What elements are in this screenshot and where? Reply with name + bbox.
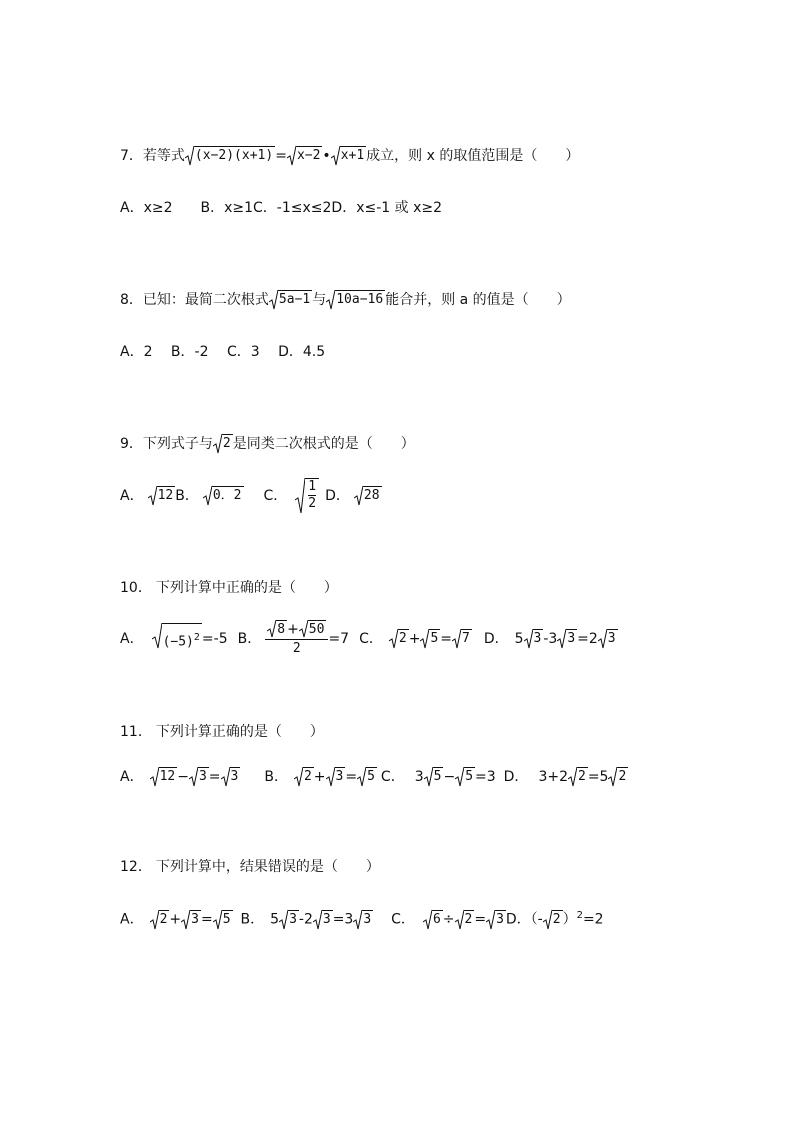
radicand: 10a−16 xyxy=(335,290,385,310)
question-12-options xyxy=(120,905,604,931)
sqrt-expression xyxy=(189,767,209,787)
sqrt-expression xyxy=(524,629,544,649)
option-a-label: A． xyxy=(120,911,144,928)
result: =-5 xyxy=(201,631,228,647)
option-a-label: A． xyxy=(120,769,144,785)
radicand: 5 xyxy=(429,629,440,649)
radicand: 2 xyxy=(303,767,314,787)
radicand: 3 xyxy=(533,629,544,649)
operator: − xyxy=(177,769,189,785)
option-a-label: A． xyxy=(120,631,144,647)
sqrt-expression xyxy=(354,486,382,506)
radicand: 3 xyxy=(566,629,577,649)
radical-sign-icon xyxy=(455,910,464,930)
option-d-label: D． xyxy=(325,488,350,504)
sqrt-expression xyxy=(150,910,170,930)
radical-sign-icon xyxy=(455,767,464,787)
radical-sign-icon xyxy=(357,767,366,787)
sqrt-expression xyxy=(452,629,472,649)
radicand: 2 xyxy=(159,910,170,930)
equals-sign: = xyxy=(200,911,213,928)
option-c-label: C． xyxy=(380,769,405,785)
question-11-options xyxy=(120,766,628,788)
radicand: 3 xyxy=(190,910,201,930)
question-8-options: A．2 B．-2 C．3 D．4.5 xyxy=(120,344,326,360)
sqrt-expression xyxy=(313,910,333,930)
option-c-label: C． xyxy=(359,631,383,647)
equals-sign: = xyxy=(275,148,287,164)
question-11-stem xyxy=(120,721,324,743)
sqrt-expression xyxy=(269,290,312,310)
radicand: 2 xyxy=(552,910,563,930)
radical-sign-icon xyxy=(331,146,340,166)
sqrt-expression xyxy=(148,486,176,506)
fraction xyxy=(265,620,328,658)
radicand: 5 xyxy=(433,767,444,787)
sqrt-expression xyxy=(294,767,314,787)
radical-sign-icon xyxy=(389,629,398,649)
question-7-stem xyxy=(120,145,579,167)
equals-sign: =2 xyxy=(577,631,598,647)
radical-sign-icon xyxy=(524,629,533,649)
exponent: 2 xyxy=(193,632,200,644)
radicand: 5a−1 xyxy=(278,290,312,310)
question-number: 12． xyxy=(120,859,152,875)
radical-sign-icon xyxy=(221,767,230,787)
radical-sign-icon xyxy=(354,486,363,506)
plus-sign: + xyxy=(408,631,421,647)
radical-sign-icon xyxy=(299,620,308,638)
sqrt-expression xyxy=(326,767,346,787)
sqrt-expression xyxy=(557,629,577,649)
question-7-options: A．x≥2 B．x≥1C．-1≤x≤2D．x≤-1 或 x≥2 xyxy=(120,200,442,216)
radicand: 3 xyxy=(230,767,241,787)
radical-sign-icon xyxy=(326,290,335,310)
radical-sign-icon xyxy=(420,629,429,649)
radical-sign-icon xyxy=(295,478,305,514)
question-9-stem xyxy=(120,433,415,455)
radical-sign-icon xyxy=(213,434,222,454)
radicand: (x−2)(x+1) xyxy=(194,146,275,166)
radicand: 5 xyxy=(464,767,475,787)
sqrt-expression xyxy=(389,629,409,649)
option-b-label: B． xyxy=(237,631,262,647)
radicand: 2 xyxy=(398,629,409,649)
radical-sign-icon xyxy=(353,910,362,930)
sqrt-expression xyxy=(267,620,287,639)
operator: -3 xyxy=(543,631,558,647)
option-b-label: B． xyxy=(240,911,265,928)
option-b-label: B． xyxy=(264,769,288,785)
radical-sign-icon xyxy=(294,767,303,787)
coefficient: 5 xyxy=(270,911,280,928)
sqrt-expression xyxy=(185,146,275,166)
stem-text: 能合并，则 a 的值是（ ） xyxy=(385,292,571,308)
sqrt-expression xyxy=(598,629,618,649)
question-10-options xyxy=(120,619,618,659)
question-10-stem xyxy=(120,577,338,599)
sqrt-expression xyxy=(424,767,444,787)
question-number: 8． xyxy=(120,292,143,308)
sqrt-expression xyxy=(213,910,233,930)
stem-text: 下列计算正确的是（ ） xyxy=(155,724,324,740)
radicand: 2 xyxy=(577,767,588,787)
result: =7 xyxy=(328,631,350,647)
option-d-label: D． xyxy=(503,769,529,785)
stem-text: 成立，则 x 的取值范围是（ ） xyxy=(366,148,580,164)
fraction-numerator: 1 xyxy=(308,479,317,494)
radical-sign-icon xyxy=(287,146,296,166)
radicand: 12 xyxy=(157,486,176,506)
operator: + xyxy=(169,911,182,928)
close-paren: ） xyxy=(562,911,577,928)
option-d-label: D． xyxy=(483,631,509,647)
radicand: 12 xyxy=(159,767,178,787)
radicand: 0．2 xyxy=(212,486,244,506)
stem-text: 下列式子与 xyxy=(142,436,213,452)
stem-text: 是同类二次根式的是（ ） xyxy=(232,436,415,452)
result: =2 xyxy=(582,911,604,928)
radical-sign-icon xyxy=(279,910,288,930)
sqrt-expression xyxy=(279,910,299,930)
sqrt-expression xyxy=(150,767,178,787)
question-12-stem xyxy=(120,856,380,878)
radical-sign-icon xyxy=(608,767,617,787)
multiply-dot: • xyxy=(322,148,331,164)
sqrt-expression xyxy=(299,620,327,639)
sqrt-expression xyxy=(353,910,373,930)
sqrt-expression xyxy=(423,910,443,930)
sqrt-expression xyxy=(608,767,628,787)
stem-text: 下列计算中正确的是（ ） xyxy=(155,580,338,596)
sqrt-expression xyxy=(287,146,322,166)
radicand: 7 xyxy=(461,629,472,649)
sqrt-expression xyxy=(455,910,475,930)
sqrt-expression xyxy=(213,434,233,454)
sqrt-expression xyxy=(568,767,588,787)
operator: + xyxy=(313,769,326,785)
question-8-stem xyxy=(120,289,571,311)
radical-sign-icon xyxy=(423,910,432,930)
equals-sign: =3 xyxy=(332,911,354,928)
stem-text: 与 xyxy=(312,292,327,308)
radical-sign-icon xyxy=(598,629,607,649)
stem-text: 下列计算中，结果错误的是（ ） xyxy=(155,859,380,875)
radical-sign-icon xyxy=(557,629,566,649)
radicand: x+1 xyxy=(340,146,366,166)
plus-sign: + xyxy=(287,621,299,638)
radicand: 3 xyxy=(198,767,209,787)
radicand: 3 xyxy=(322,910,333,930)
equals-sign: = xyxy=(440,631,452,647)
radical-sign-icon xyxy=(568,767,577,787)
radical-sign-icon xyxy=(152,623,162,649)
radicand: 50 xyxy=(308,622,325,637)
radicand: 2 xyxy=(617,767,628,787)
radicand: 5 xyxy=(222,910,233,930)
operator: -2 xyxy=(298,911,313,928)
open-paren: （- xyxy=(530,911,543,928)
option-c-label: C． xyxy=(263,488,288,504)
radical-sign-icon xyxy=(181,910,190,930)
sqrt-expression xyxy=(543,910,563,930)
sqrt-expression xyxy=(331,146,366,166)
radicand: 3 xyxy=(607,629,618,649)
radicand: 28 xyxy=(363,486,382,506)
radical-sign-icon xyxy=(543,910,552,930)
equals-sign: =5 xyxy=(587,769,609,785)
coefficient: 3+2 xyxy=(538,769,568,785)
radicand: 3 xyxy=(335,767,346,787)
radicand: 3 xyxy=(362,910,373,930)
stem-text: 已知：最简二次根式 xyxy=(142,292,269,308)
option-a-label: A． xyxy=(120,488,144,504)
equals-sign: = xyxy=(208,769,221,785)
sqrt-expression xyxy=(420,629,440,649)
radical-sign-icon xyxy=(189,767,198,787)
equals-sign: =3 xyxy=(475,769,496,785)
fraction-denominator: 2 xyxy=(308,496,317,511)
radical-sign-icon xyxy=(150,767,159,787)
radical-sign-icon xyxy=(313,910,322,930)
radical-sign-icon xyxy=(185,146,194,166)
radical-sign-icon xyxy=(269,290,278,310)
sqrt-expression xyxy=(181,910,201,930)
question-number: 10． xyxy=(120,580,152,596)
operator: − xyxy=(443,769,456,785)
sqrt-expression xyxy=(357,767,377,787)
equals-sign: = xyxy=(345,769,358,785)
exponent: 2 xyxy=(576,910,583,921)
radical-sign-icon xyxy=(486,910,495,930)
radicand: x−2 xyxy=(296,146,322,166)
sqrt-expression xyxy=(152,623,202,654)
radical-sign-icon xyxy=(326,767,335,787)
radical-sign-icon xyxy=(148,486,157,506)
coefficient: 3 xyxy=(414,769,424,785)
radicand: 3 xyxy=(288,910,299,930)
question-number: 9． xyxy=(120,436,143,452)
radical-sign-icon xyxy=(424,767,433,787)
fraction-denominator: 2 xyxy=(292,641,301,656)
radicand: 8 xyxy=(277,622,286,637)
option-b-label: B． xyxy=(175,488,199,504)
stem-text: 若等式 xyxy=(142,148,185,164)
sqrt-expression xyxy=(203,486,244,506)
sqrt-fraction xyxy=(295,478,319,514)
radical-sign-icon xyxy=(452,629,461,649)
operator: ÷ xyxy=(442,911,455,928)
radicand: 2 xyxy=(464,910,475,930)
radicand: 3 xyxy=(495,910,506,930)
radicand: 6 xyxy=(432,910,443,930)
sqrt-expression xyxy=(486,910,506,930)
radical-sign-icon xyxy=(213,910,222,930)
radical-sign-icon xyxy=(203,486,212,506)
question-9-options xyxy=(120,478,382,514)
coefficient: 5 xyxy=(514,631,524,647)
option-c-label: C． xyxy=(391,911,415,928)
equals-sign: = xyxy=(474,911,487,928)
radical-sign-icon xyxy=(267,620,276,638)
question-number: 7． xyxy=(120,148,143,164)
radicand xyxy=(162,623,202,654)
option-d-label: D． xyxy=(505,911,531,928)
question-number: 11． xyxy=(120,724,152,740)
sqrt-expression xyxy=(455,767,475,787)
radical-sign-icon xyxy=(150,910,159,930)
sqrt-expression xyxy=(326,290,385,310)
radicand-base: (−5) xyxy=(162,634,194,650)
sqrt-expression xyxy=(221,767,241,787)
radicand: 2 xyxy=(222,434,233,454)
radicand: 5 xyxy=(366,767,377,787)
